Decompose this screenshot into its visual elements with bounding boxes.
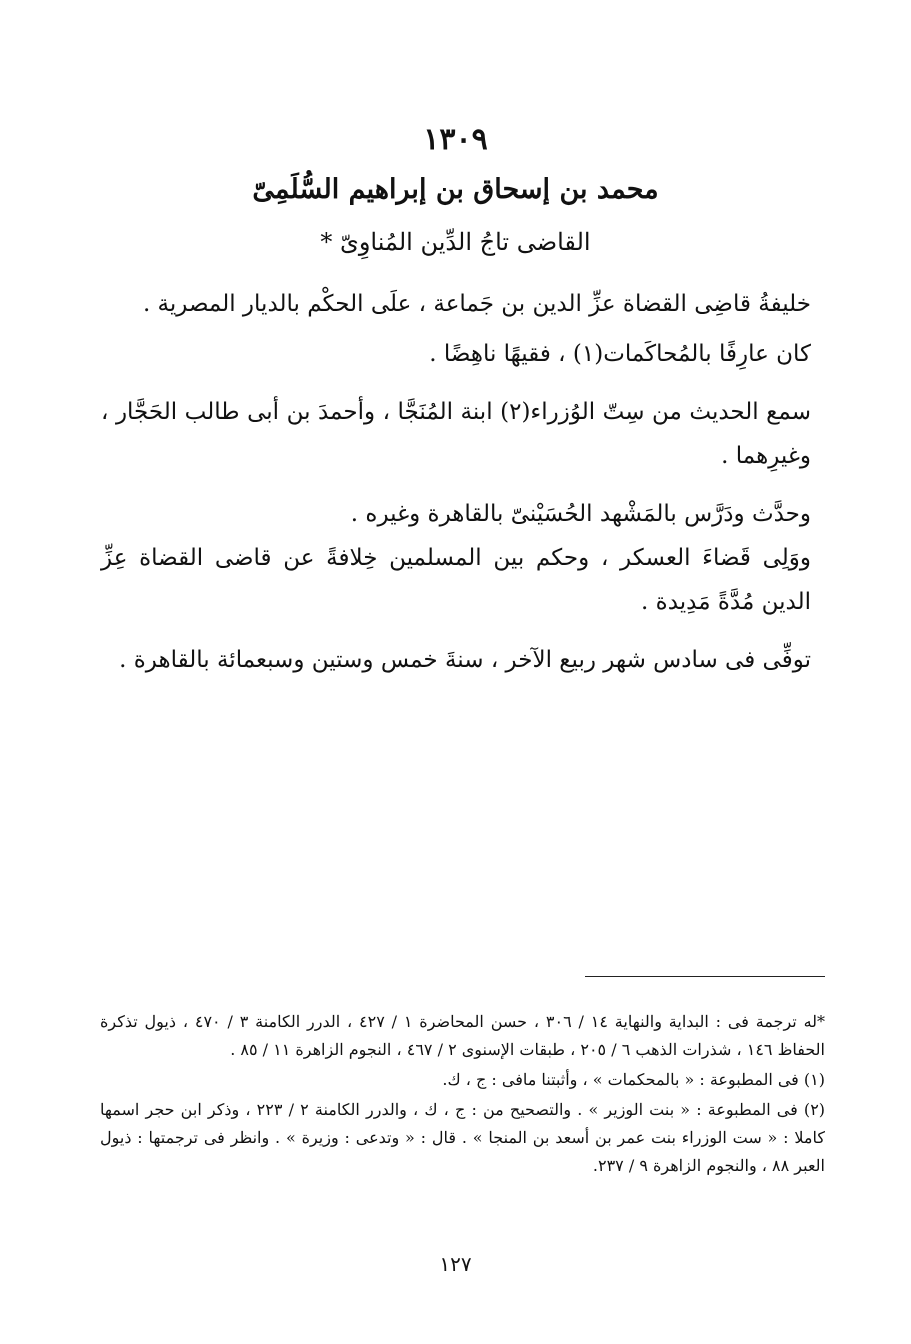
body-paragraph: سمع الحديث من سِتّ الوُزراء(٢) ابنة المُنَجَّا ، وأحمدَ بن أبى طالب الحَجَّار ، وغيرِهما .	[101, 399, 811, 469]
body-paragraph: ووَلِى قَضاءَ العسكر ، وحكم بين المسلمين خِلافةً عن قاضى القضاة عِزِّ الدين مُدَّةً مَدِيدة .	[101, 545, 811, 615]
footnote: *له ترجمة فى : البداية والنهاية ١٤ / ٣٠٦ ، حسن المحاضرة ١ / ٤٢٧ ، الدرر الكامنة ٣ / ٤٧٠ ، ذيول تذكرة الحفاظ ١٤٦ ، شذرات الذهب ٦ / ٢٠٥ ، طبقات الإسنوى ٢ / ٤٦٧ ، النجوم الزاهرة ١١ / ٨٥ .	[100, 1012, 826, 1059]
footnote: (١) فى المطبوعة : « بالمحكمات » ، وأثبتنا مافى : ج ، ك.	[442, 1070, 825, 1089]
body-paragraph: توفِّى فى سادس شهر ربيع الآخر ، سنةَ خمس وستين وسبعمائة بالقاهرة .	[119, 647, 811, 673]
page-number: ١٢٧	[439, 1252, 472, 1276]
footnote: (٢) فى المطبوعة : « بنت الوزير » . والتصحيح من : ج ، ك ، والدرر الكامنة ٢ / ٢٢٣ ، وذكر ابن حجر اسمها كاملا : « ست الوزراء بنت عمر بن أسعد بن المنجا » . قال : « وتدعى : وزيرة » . وانظر فى ترجمتها : ذيول العبر ٨٨ ، والنجوم الزاهرة ٩ / ٢٣٧.	[100, 1100, 826, 1175]
body-paragraph: خليفةُ قاضِى القضاة عزِّ الدين بن جَماعة ، علَى الحكْم بالديار المصرية .	[142, 291, 811, 317]
body-paragraph: وحدَّث ودَرَّس بالمَشْهد الحُسَيْنىّ بالقاهرة وغيره .	[350, 501, 811, 527]
footnote-divider	[585, 976, 825, 977]
biography-name: محمد بن إسحاق بن إبراهيم السُّلَمِىّ	[252, 174, 659, 205]
entry-number: ١٣٠٩	[423, 122, 488, 157]
biography-title: القاضى تاجُ الدِّين المُناوِىّ *	[320, 228, 591, 256]
biography-body	[101, 282, 811, 688]
footnotes	[100, 1008, 825, 1182]
body-paragraph: كان عارِفًا بالمُحاكَمات(١) ، فقيهًا ناهِضًا .	[429, 341, 811, 367]
